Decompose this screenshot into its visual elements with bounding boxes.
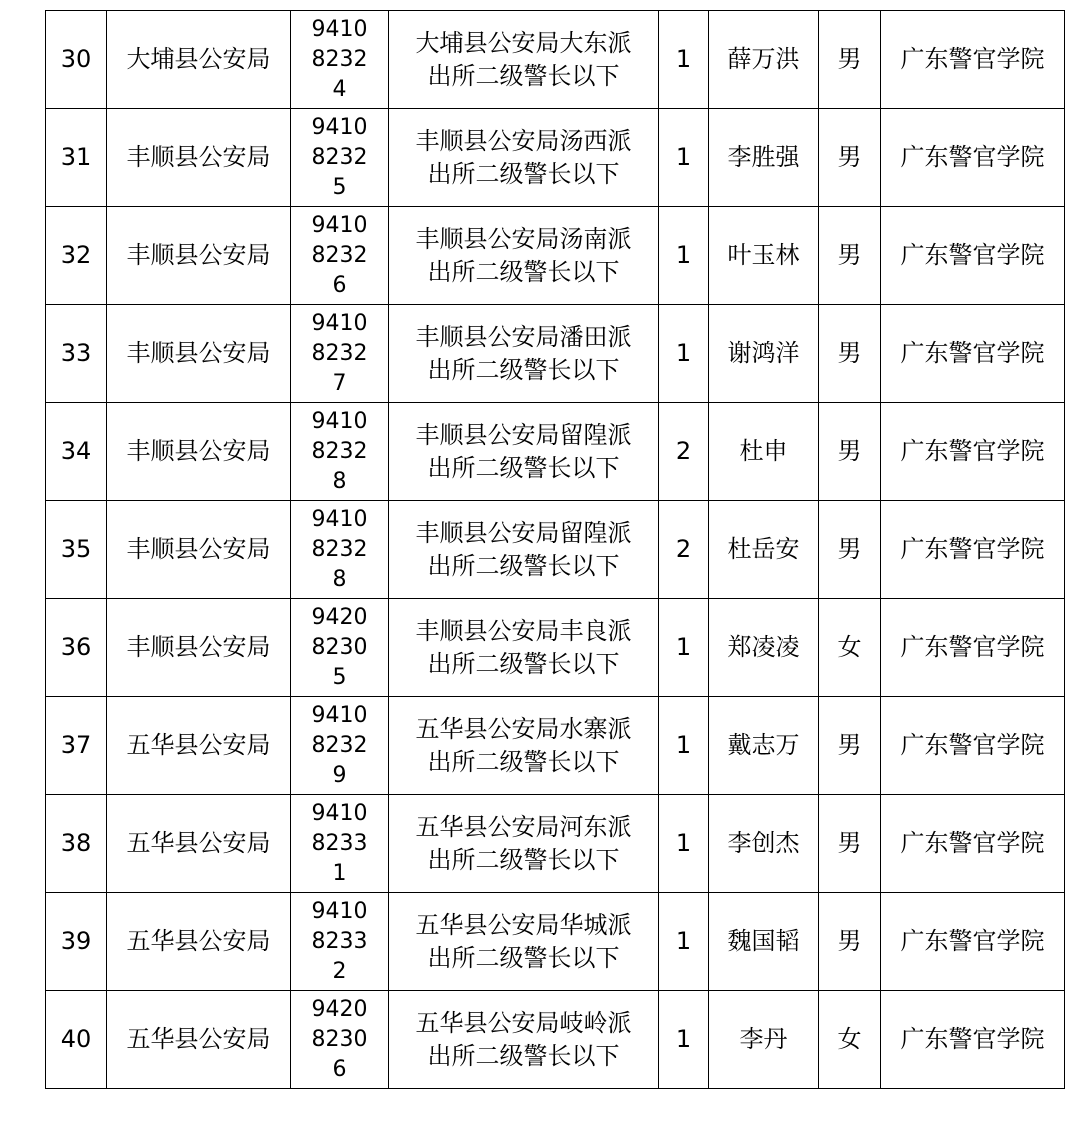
- position-code-cell: [291, 893, 389, 991]
- gender-cell: 男: [819, 11, 881, 109]
- position-code-line: 9420: [311, 996, 368, 1022]
- gender-cell: 女: [819, 599, 881, 697]
- position-code-cell: [291, 403, 389, 501]
- position-name-line: 出所二级警长以下: [427, 649, 620, 678]
- gender-cell: 女: [819, 991, 881, 1089]
- position-code-cell: [291, 109, 389, 207]
- position-name-cell: [389, 697, 659, 795]
- position-name-line: 出所二级警长以下: [427, 257, 620, 286]
- table-row: [46, 893, 1065, 991]
- position-code-line: 5: [332, 664, 347, 690]
- person-name-cell: 李丹: [709, 991, 819, 1089]
- quota-cell: 1: [659, 991, 709, 1089]
- position-code-line: 8232: [311, 732, 368, 758]
- roster-table: [45, 10, 1065, 1089]
- position-code-line: 8232: [311, 340, 368, 366]
- position-code-line: 8233: [311, 928, 368, 954]
- position-code-line: 9410: [311, 800, 368, 826]
- position-name-cell: [389, 599, 659, 697]
- quota-cell: 2: [659, 403, 709, 501]
- position-name-cell: [389, 305, 659, 403]
- gender-cell: 男: [819, 305, 881, 403]
- position-name-line: 五华县公安局华城派: [415, 910, 632, 939]
- school-cell: 广东警官学院: [881, 11, 1065, 109]
- position-name-line: 出所二级警长以下: [427, 453, 620, 482]
- unit-cell: 丰顺县公安局: [107, 207, 291, 305]
- school-cell: 广东警官学院: [881, 403, 1065, 501]
- position-code-cell: [291, 11, 389, 109]
- position-name-cell: [389, 207, 659, 305]
- position-name-line: 五华县公安局水寨派: [415, 714, 632, 743]
- row-number-cell: 35: [46, 501, 107, 599]
- row-number-cell: 36: [46, 599, 107, 697]
- row-number-cell: 37: [46, 697, 107, 795]
- unit-cell: 五华县公安局: [107, 991, 291, 1089]
- position-code-line: 9410: [311, 212, 368, 238]
- gender-cell: 男: [819, 501, 881, 599]
- school-cell: 广东警官学院: [881, 109, 1065, 207]
- table-body: [46, 11, 1065, 1089]
- table-row: [46, 403, 1065, 501]
- table-row: [46, 207, 1065, 305]
- table-row: [46, 109, 1065, 207]
- position-code-line: 9410: [311, 310, 368, 336]
- unit-cell: 丰顺县公安局: [107, 599, 291, 697]
- table-row: [46, 11, 1065, 109]
- gender-cell: 男: [819, 893, 881, 991]
- position-name-cell: [389, 795, 659, 893]
- quota-cell: 1: [659, 697, 709, 795]
- position-code-line: 8232: [311, 242, 368, 268]
- quota-cell: 1: [659, 599, 709, 697]
- position-name-line: 出所二级警长以下: [427, 355, 620, 384]
- position-code-line: 6: [332, 1056, 347, 1082]
- unit-cell: 丰顺县公安局: [107, 109, 291, 207]
- position-name-line: 丰顺县公安局留隍派: [415, 518, 632, 547]
- school-cell: 广东警官学院: [881, 893, 1065, 991]
- table-row: [46, 795, 1065, 893]
- gender-cell: 男: [819, 109, 881, 207]
- position-code-line: 8230: [311, 634, 368, 660]
- row-number-cell: 31: [46, 109, 107, 207]
- position-name-line: 出所二级警长以下: [427, 943, 620, 972]
- person-name-cell: 叶玉林: [709, 207, 819, 305]
- quota-cell: 1: [659, 795, 709, 893]
- position-code-line: 9410: [311, 16, 368, 42]
- unit-cell: 大埔县公安局: [107, 11, 291, 109]
- school-cell: 广东警官学院: [881, 697, 1065, 795]
- position-name-line: 五华县公安局河东派: [415, 812, 632, 841]
- position-code-line: 5: [332, 174, 347, 200]
- position-code-line: 9410: [311, 408, 368, 434]
- position-code-line: 8232: [311, 438, 368, 464]
- position-name-line: 出所二级警长以下: [427, 159, 620, 188]
- position-code-line: 9410: [311, 506, 368, 532]
- gender-cell: 男: [819, 207, 881, 305]
- table-row: [46, 697, 1065, 795]
- position-code-line: 8232: [311, 46, 368, 72]
- position-name-cell: [389, 403, 659, 501]
- position-name-line: 出所二级警长以下: [427, 845, 620, 874]
- quota-cell: 1: [659, 207, 709, 305]
- person-name-cell: 李胜强: [709, 109, 819, 207]
- position-code-line: 6: [332, 272, 347, 298]
- person-name-cell: 谢鸿洋: [709, 305, 819, 403]
- position-code-line: 8: [332, 566, 347, 592]
- position-code-line: 8233: [311, 830, 368, 856]
- position-code-cell: [291, 599, 389, 697]
- table-row: [46, 599, 1065, 697]
- unit-cell: 五华县公安局: [107, 697, 291, 795]
- position-name-line: 丰顺县公安局丰良派: [415, 616, 632, 645]
- table-row: [46, 501, 1065, 599]
- position-name-line: 出所二级警长以下: [427, 61, 620, 90]
- position-name-cell: [389, 109, 659, 207]
- position-code-line: 7: [332, 370, 347, 396]
- position-code-line: 9410: [311, 898, 368, 924]
- school-cell: 广东警官学院: [881, 795, 1065, 893]
- position-code-cell: [291, 207, 389, 305]
- person-name-cell: 杜岳安: [709, 501, 819, 599]
- position-code-line: 9: [332, 762, 347, 788]
- person-name-cell: 魏国韬: [709, 893, 819, 991]
- person-name-cell: 戴志万: [709, 697, 819, 795]
- position-code-line: 4: [332, 76, 347, 102]
- position-name-line: 五华县公安局岐岭派: [415, 1008, 632, 1037]
- unit-cell: 丰顺县公安局: [107, 501, 291, 599]
- position-code-line: 9410: [311, 114, 368, 140]
- position-name-cell: [389, 11, 659, 109]
- position-code-cell: [291, 795, 389, 893]
- row-number-cell: 39: [46, 893, 107, 991]
- school-cell: 广东警官学院: [881, 305, 1065, 403]
- position-code-line: 8232: [311, 144, 368, 170]
- position-code-line: 8230: [311, 1026, 368, 1052]
- position-name-line: 丰顺县公安局汤南派: [415, 224, 632, 253]
- person-name-cell: 薛万洪: [709, 11, 819, 109]
- table-row: [46, 991, 1065, 1089]
- position-code-cell: [291, 697, 389, 795]
- position-name-line: 大埔县公安局大东派: [415, 28, 632, 57]
- table-row: [46, 305, 1065, 403]
- unit-cell: 五华县公安局: [107, 795, 291, 893]
- school-cell: 广东警官学院: [881, 501, 1065, 599]
- position-name-cell: [389, 991, 659, 1089]
- position-code-line: 8: [332, 468, 347, 494]
- row-number-cell: 32: [46, 207, 107, 305]
- row-number-cell: 38: [46, 795, 107, 893]
- position-code-cell: [291, 501, 389, 599]
- unit-cell: 丰顺县公安局: [107, 305, 291, 403]
- quota-cell: 1: [659, 893, 709, 991]
- school-cell: 广东警官学院: [881, 991, 1065, 1089]
- position-code-line: 1: [332, 860, 347, 886]
- row-number-cell: 33: [46, 305, 107, 403]
- quota-cell: 1: [659, 305, 709, 403]
- position-code-line: 9420: [311, 604, 368, 630]
- row-number-cell: 30: [46, 11, 107, 109]
- unit-cell: 五华县公安局: [107, 893, 291, 991]
- school-cell: 广东警官学院: [881, 599, 1065, 697]
- quota-cell: 2: [659, 501, 709, 599]
- position-name-line: 出所二级警长以下: [427, 747, 620, 776]
- school-cell: 广东警官学院: [881, 207, 1065, 305]
- person-name-cell: 杜申: [709, 403, 819, 501]
- gender-cell: 男: [819, 697, 881, 795]
- position-name-line: 出所二级警长以下: [427, 1041, 620, 1070]
- position-code-line: 2: [332, 958, 347, 984]
- gender-cell: 男: [819, 795, 881, 893]
- position-name-line: 出所二级警长以下: [427, 551, 620, 580]
- position-name-line: 丰顺县公安局汤西派: [415, 126, 632, 155]
- position-code-line: 8232: [311, 536, 368, 562]
- quota-cell: 1: [659, 11, 709, 109]
- unit-cell: 丰顺县公安局: [107, 403, 291, 501]
- row-number-cell: 34: [46, 403, 107, 501]
- person-name-cell: 郑凌凌: [709, 599, 819, 697]
- position-name-cell: [389, 893, 659, 991]
- position-code-cell: [291, 991, 389, 1089]
- position-name-line: 丰顺县公安局潘田派: [415, 322, 632, 351]
- position-name-cell: [389, 501, 659, 599]
- person-name-cell: 李创杰: [709, 795, 819, 893]
- row-number-cell: 40: [46, 991, 107, 1089]
- position-code-line: 9410: [311, 702, 368, 728]
- quota-cell: 1: [659, 109, 709, 207]
- gender-cell: 男: [819, 403, 881, 501]
- position-code-cell: [291, 305, 389, 403]
- position-name-line: 丰顺县公安局留隍派: [415, 420, 632, 449]
